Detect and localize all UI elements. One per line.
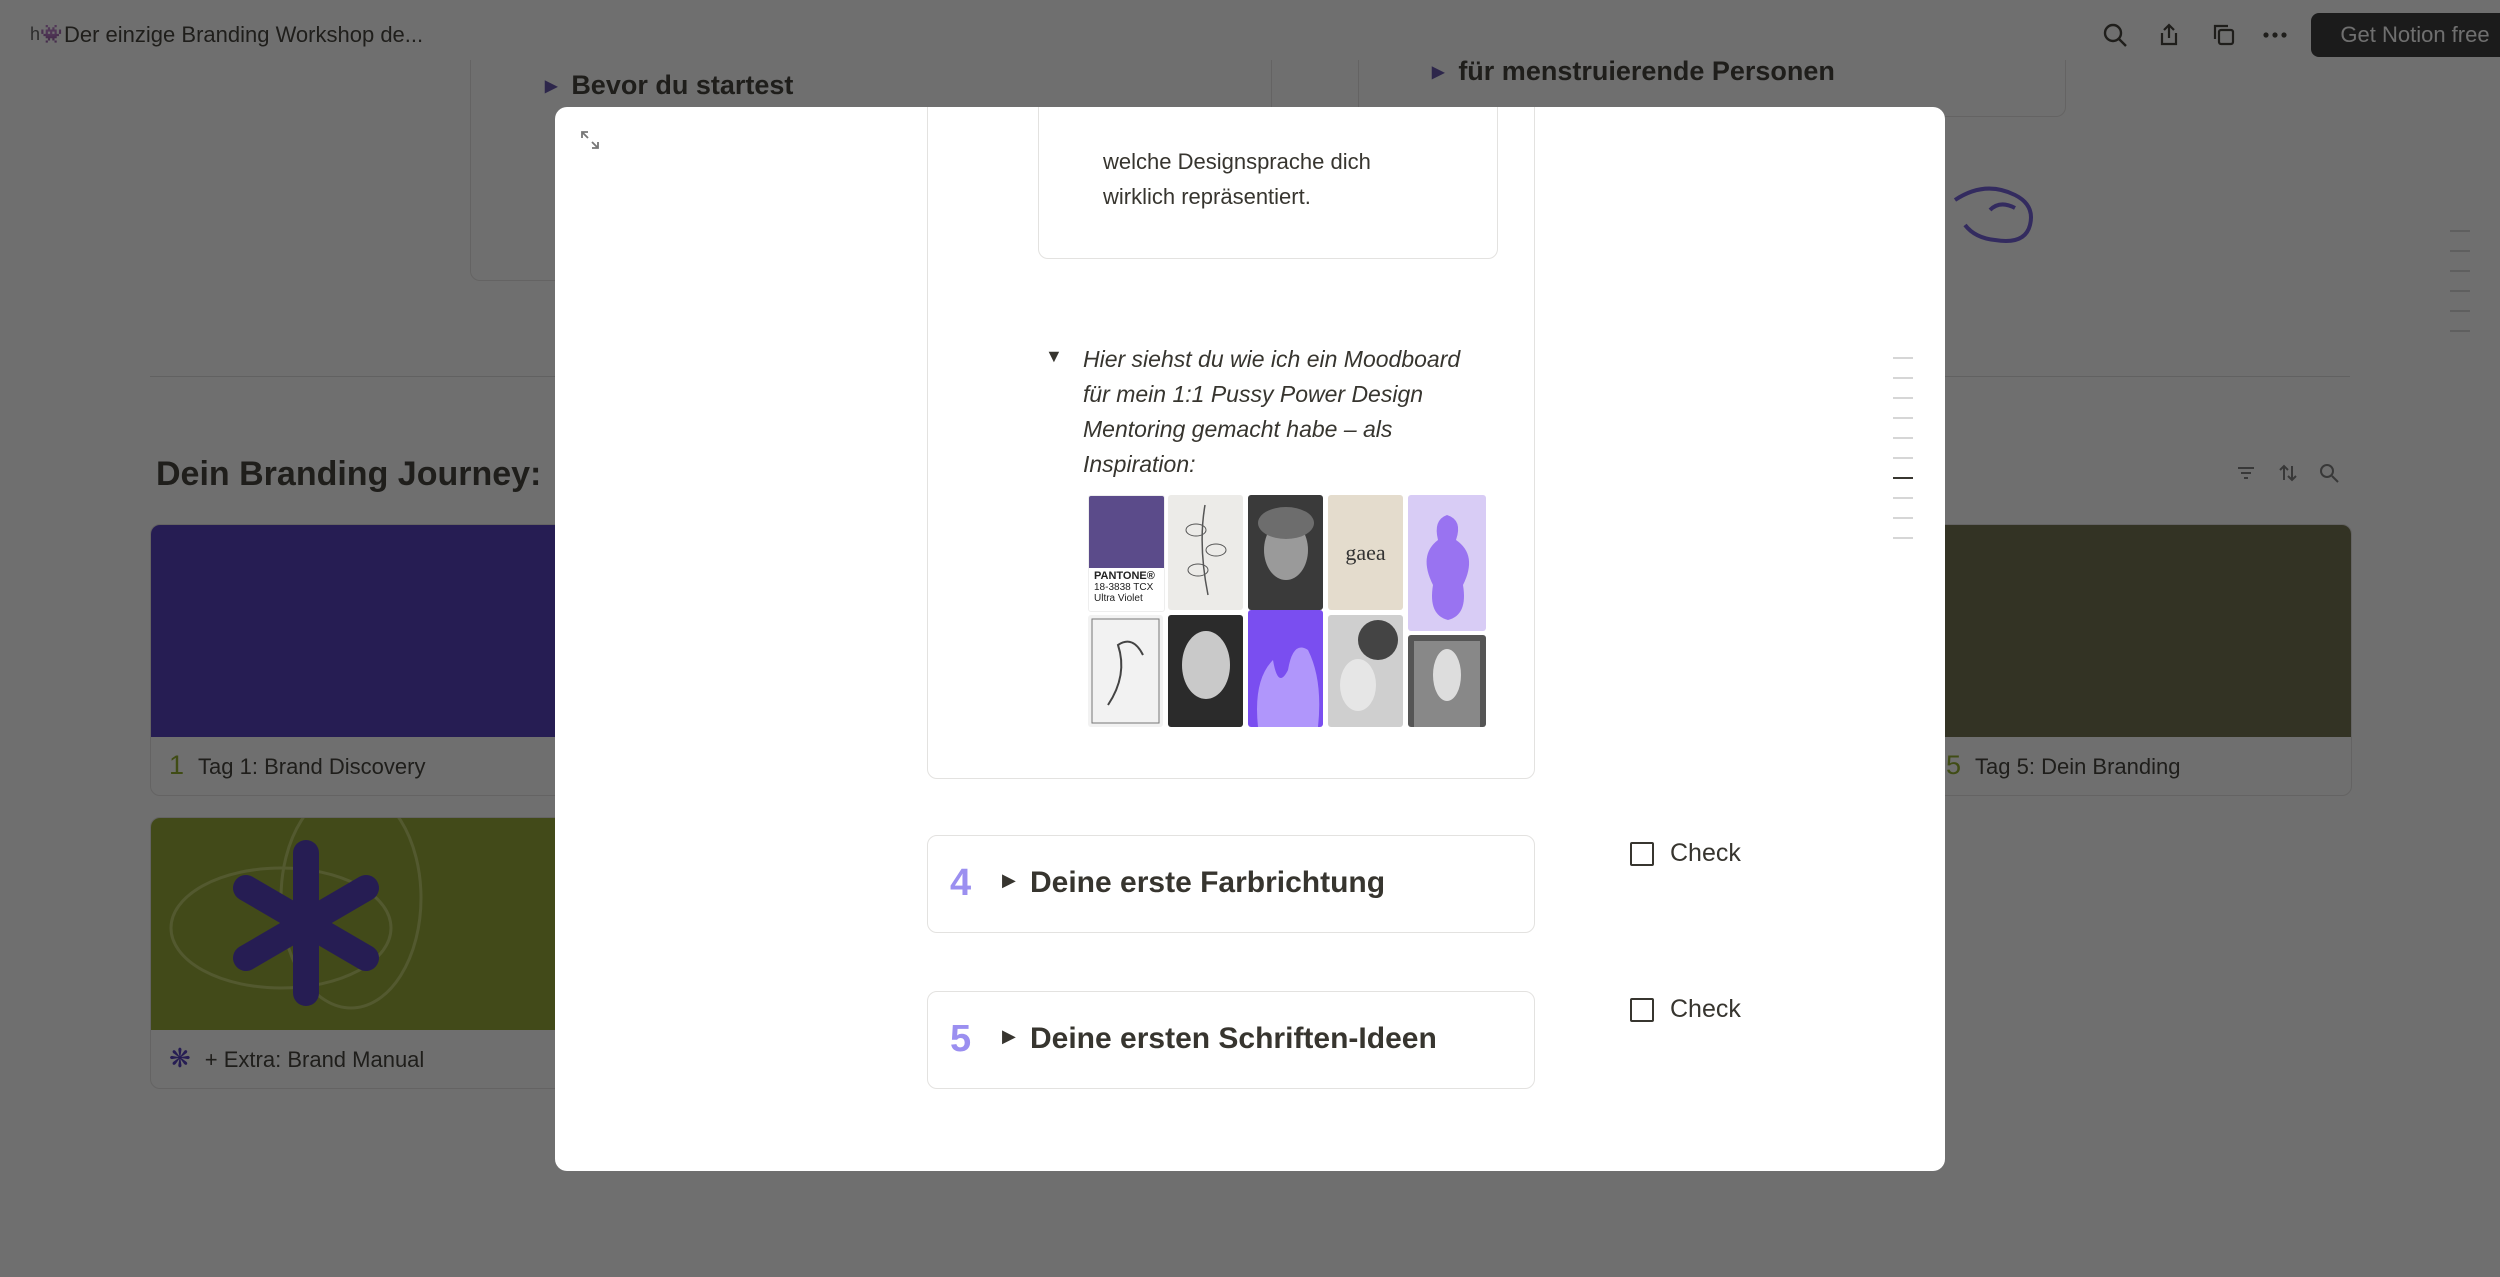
moodboard-line-2: für mein 1:1 Pussy Power Design xyxy=(1083,381,1424,407)
step-number: 4 xyxy=(950,862,972,904)
toggle-triangle-icon: ▶ xyxy=(1002,1026,1016,1046)
purple-figure xyxy=(1408,495,1486,631)
gaea-logo: gaea xyxy=(1328,495,1403,610)
callout-line-1: welche Designsprache dich xyxy=(1103,149,1371,174)
step-5-toggle[interactable] xyxy=(927,991,1535,1089)
etching-drawing xyxy=(1088,615,1163,727)
purple-flames xyxy=(1248,610,1323,727)
step-5-check[interactable] xyxy=(1630,995,1741,1024)
checkbox[interactable] xyxy=(1630,998,1654,1022)
moodboard-image[interactable] xyxy=(1088,495,1488,729)
step-title: Deine ersten Schriften-Ideen xyxy=(1030,1022,1437,1055)
check-label: Check xyxy=(1670,839,1741,867)
face-photo xyxy=(1328,615,1403,727)
step-4-toggle[interactable] xyxy=(927,835,1535,933)
info-callout xyxy=(1038,107,1498,259)
sculpture-photo xyxy=(1408,635,1486,727)
moodboard-line-1: Hier siehst du wie ich ein Moodboard xyxy=(1083,346,1461,372)
moodboard-line-3: Mentoring gemacht habe – als xyxy=(1083,416,1393,442)
peek-modal xyxy=(555,107,1945,1171)
step-4-check[interactable] xyxy=(1630,839,1741,868)
veiled-statue-photo xyxy=(1168,615,1243,727)
expand-icon[interactable] xyxy=(579,129,601,156)
statue-head-photo xyxy=(1248,495,1323,610)
callout-line-2: wirklich repräsentiert. xyxy=(1103,184,1311,209)
pantone-brand: PANTONE® xyxy=(1094,570,1155,582)
botanical-drawing xyxy=(1168,495,1243,610)
step-title: Deine erste Farbrichtung xyxy=(1030,866,1386,899)
step-number: 5 xyxy=(950,1018,972,1060)
check-label: Check xyxy=(1670,995,1741,1023)
pantone-swatch xyxy=(1088,495,1165,612)
moodboard-line-4: Inspiration: xyxy=(1083,451,1196,477)
pantone-name: Ultra Violet xyxy=(1094,593,1143,604)
toggle-open-triangle-icon: ▼ xyxy=(1045,346,1063,366)
pantone-code: 18-3838 TCX xyxy=(1094,582,1154,593)
toggle-triangle-icon: ▶ xyxy=(1002,870,1016,890)
checkbox[interactable] xyxy=(1630,842,1654,866)
